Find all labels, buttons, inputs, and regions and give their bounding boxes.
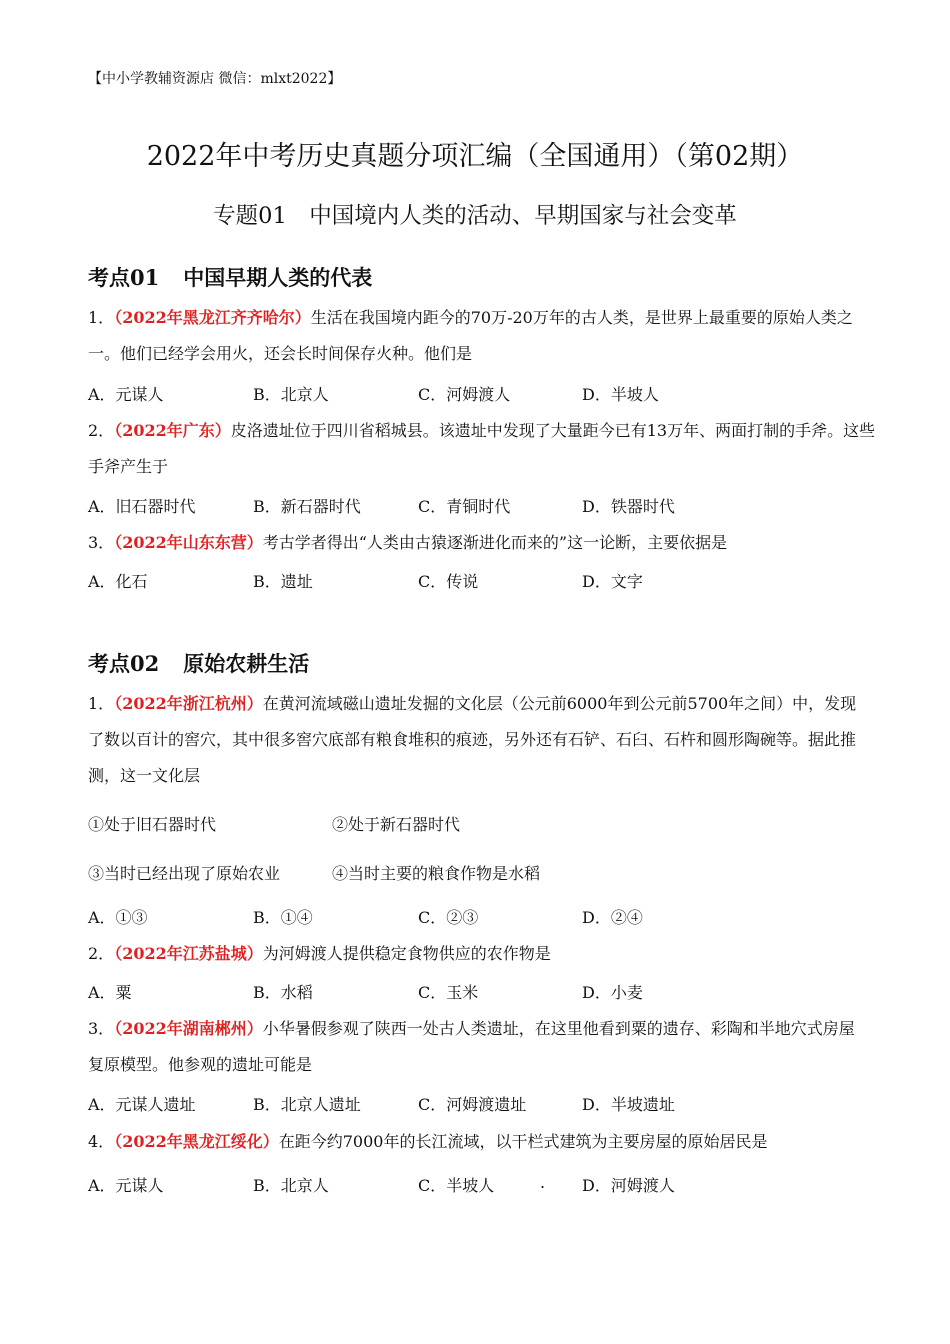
question-source: （2022年山东东营） — [114, 533, 263, 552]
question-text: 小华暑假参观了陕西一处古人类遗址，在这里他看到粟的遗存、彩陶和半地穴式房屋复原模型。他参观的遗址可能是 — [88, 1019, 855, 1074]
question-number: 3． — [88, 533, 115, 552]
option-b[interactable]: B．北京人 — [253, 1176, 329, 1195]
question-number: 2． — [88, 944, 115, 963]
question-number: 4． — [88, 1132, 115, 1151]
options-2-4 — [88, 1173, 868, 1197]
question-source: （2022年广东） — [114, 421, 231, 440]
section-name: 中国早期人类的代表 — [183, 265, 373, 290]
option-a[interactable]: A．化石 — [88, 572, 148, 591]
question-source: （2022年江苏盐城） — [114, 944, 263, 963]
option-a[interactable]: A．旧石器时代 — [88, 497, 196, 516]
watermark: 【中小学教辅资源店 微信：mlxt2022】 — [88, 71, 342, 87]
options-2-3 — [88, 1092, 868, 1116]
option-c[interactable]: C．②③ — [418, 908, 479, 927]
question-number: 3． — [88, 1019, 115, 1038]
option-c[interactable]: C．青铜时代 — [418, 497, 511, 516]
option-d[interactable]: D．河姆渡人 — [582, 1176, 675, 1195]
option-c[interactable]: C．玉米 — [418, 983, 479, 1002]
question-source: （2022年黑龙江绥化） — [114, 1132, 279, 1151]
option-c[interactable]: C．河姆渡遗址 — [418, 1095, 527, 1114]
question-2-1 — [88, 686, 870, 794]
question-text: 皮洛遗址位于四川省稻城县。该遗址中发现了大量距今已有13万年、两面打制的手斧。这些手斧产生于 — [88, 421, 876, 476]
option-d[interactable]: D．铁器时代 — [582, 497, 675, 516]
option-a[interactable]: A．元谋人 — [88, 385, 164, 404]
option-c[interactable]: C．传说 — [418, 572, 479, 591]
option-b[interactable]: B．新石器时代 — [253, 497, 361, 516]
question-text: 生活在我国境内距今的70万-20万年的古人类，是世界上最重要的原始人类之一。他们已经学会用火，还会长时间保存火种。他们是 — [88, 308, 853, 363]
option-a[interactable]: A．元谋人遗址 — [88, 1095, 196, 1114]
section-label: 考点01 — [88, 265, 160, 290]
options-2-1 — [88, 905, 868, 929]
question-1-1 — [88, 300, 870, 372]
statement-2: ②处于新石器时代 — [332, 815, 461, 834]
option-b[interactable]: B．①④ — [253, 908, 313, 927]
question-2-4 — [88, 1124, 878, 1160]
option-d[interactable]: D．半坡遗址 — [582, 1095, 675, 1114]
page-subtitle: 专题01 中国境内人类的活动、早期国家与社会变革 — [213, 203, 737, 229]
statements-row-1 — [88, 812, 648, 836]
option-d[interactable]: D．半坡人 — [582, 385, 659, 404]
question-text: 为河姆渡人提供稳定食物供应的农作物是 — [262, 944, 551, 963]
question-text: 在黄河流域磁山遗址发掘的文化层（公元前6000年到公元前5700年之间）中，发现了数以百计的窖穴，其中很多窖穴底部有粮食堆积的痕迹，另外还有石铲、石臼、石杵和圆形陶碗等。据此推测，这一文化层 — [88, 694, 857, 785]
option-a[interactable]: A．粟 — [88, 983, 132, 1002]
question-number: 2． — [88, 421, 115, 440]
section-heading-1 — [88, 262, 372, 292]
option-a[interactable]: A．元谋人 — [88, 1176, 164, 1195]
question-source: （2022年黑龙江齐齐哈尔） — [114, 308, 311, 327]
statements-row-2 — [88, 861, 648, 885]
option-c[interactable]: C．半坡人 — [418, 1176, 495, 1195]
options-1-2 — [88, 494, 868, 518]
options-1-1 — [88, 382, 868, 406]
page-title: 2022年中考历史真题分项汇编（全国通用）（第02期） — [146, 141, 804, 172]
question-2-3 — [88, 1011, 870, 1083]
statement-1: ①处于旧石器时代 — [88, 815, 217, 834]
option-b[interactable]: B．遗址 — [253, 572, 313, 591]
question-1-3 — [88, 525, 878, 561]
question-text: 考古学者得出“人类由古猿逐渐进化而来的”这一论断，主要依据是 — [262, 533, 728, 552]
options-2-2 — [88, 980, 868, 1004]
section-label: 考点02 — [88, 651, 160, 676]
option-d[interactable]: D．②④ — [582, 908, 643, 927]
option-b[interactable]: B．水稻 — [253, 983, 313, 1002]
section-heading-2 — [88, 648, 309, 678]
option-d[interactable]: D．小麦 — [582, 983, 643, 1002]
stray-mark: . — [540, 1173, 546, 1192]
question-source: （2022年湖南郴州） — [114, 1019, 263, 1038]
question-source: （2022年浙江杭州） — [114, 694, 263, 713]
question-number: 1． — [88, 308, 115, 327]
question-text: 在距今约7000年的长江流域，以干栏式建筑为主要房屋的原始居民是 — [278, 1132, 768, 1151]
question-2-2 — [88, 936, 878, 972]
option-d[interactable]: D．文字 — [582, 572, 643, 591]
question-1-2 — [88, 413, 878, 485]
statement-3: ③当时已经出现了原始农业 — [88, 864, 281, 883]
statement-4: ④当时主要的粮食作物是水稻 — [332, 864, 541, 883]
question-number: 1． — [88, 694, 115, 713]
option-a[interactable]: A．①③ — [88, 908, 148, 927]
section-name: 原始农耕生活 — [183, 651, 310, 676]
option-c[interactable]: C．河姆渡人 — [418, 385, 511, 404]
options-1-3 — [88, 569, 868, 593]
option-b[interactable]: B．北京人 — [253, 385, 329, 404]
option-b[interactable]: B．北京人遗址 — [253, 1095, 361, 1114]
